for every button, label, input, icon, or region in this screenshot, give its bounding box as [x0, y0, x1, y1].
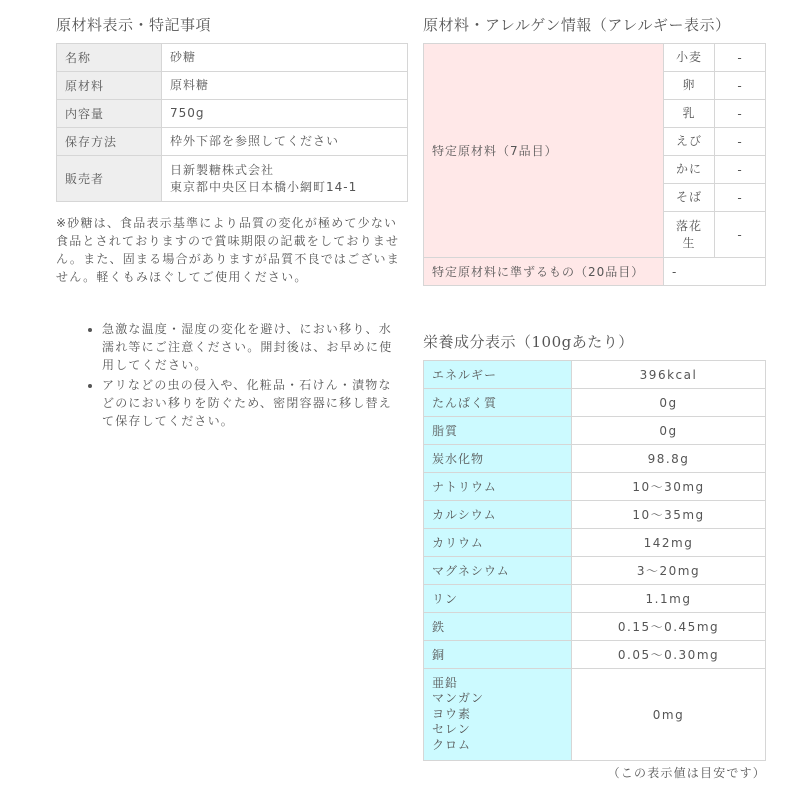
row-value-ingredients: [162, 72, 408, 100]
allergen-name: 小麦: [675, 50, 702, 64]
table-row: [424, 641, 766, 669]
allergen-item: [664, 156, 715, 184]
nutrient-value: 1.1mg: [572, 585, 766, 613]
allergen-name: 落花: [675, 218, 702, 233]
nutrient-label: 銅: [424, 641, 572, 669]
allergen-name: えび: [675, 134, 702, 148]
sugar-note: ※砂糖は、食品表示基準により品質の変化が極めて少ない食品とされておりますので賞味期限の記載をしておりません。また、固まる場合がありますが品質不良ではございません。軽くもみほぐしてご使用ください。: [56, 216, 400, 284]
allergen-value: -: [715, 184, 766, 212]
table-row: [424, 389, 766, 417]
table-row: [424, 501, 766, 529]
allergen-item: [664, 184, 715, 212]
nutrient-value: 0g: [572, 417, 766, 445]
allergen-item: [664, 100, 715, 128]
bullet-item: • アリなどの虫の侵入や、化粧品・石けん・漬物などのにおい移りを防ぐため、密閉容器に移し替えて保存してください。: [102, 376, 402, 430]
row-label-storage: 保存方法: [57, 128, 162, 156]
nutrient-label: 鉄: [424, 613, 572, 641]
nutrient-label: 亜鉛: [432, 675, 459, 690]
storage-bullets: [84, 320, 402, 432]
table-row: [57, 44, 408, 72]
allergen-name: かに: [675, 162, 702, 176]
allergen-item: [664, 128, 715, 156]
nutrient-value: 0.15〜0.45mg: [572, 613, 766, 641]
nutrition-heading: 栄養成分表示（100gあたり）: [423, 333, 634, 351]
allergen-heading: 原材料・アレルゲン情報（アレルギー表示）: [423, 16, 731, 34]
table-row: [424, 417, 766, 445]
specified-ingredients-label: 特定原材料（7品目）: [424, 44, 664, 258]
seller-address: 東京都中央区日本橋小網町14-1: [170, 179, 358, 194]
nutrient-value: 142mg: [572, 529, 766, 557]
row-value-name: [162, 44, 408, 72]
nutrient-value: 10〜30mg: [572, 473, 766, 501]
nutrient-value: 0.05〜0.30mg: [572, 641, 766, 669]
row-value-net-content: [162, 100, 408, 128]
value-line: 枠外下部を参照してください: [170, 134, 340, 148]
allergen-value: -: [715, 128, 766, 156]
equivalent-ingredients-value: -: [664, 258, 766, 286]
table-row: [424, 557, 766, 585]
allergen-value: -: [715, 100, 766, 128]
nutrient-label: リン: [424, 585, 572, 613]
table-row: [424, 669, 766, 761]
value-line: 砂糖: [170, 50, 197, 64]
value-line: 750g: [170, 106, 205, 120]
seller-name: 日新製糖株式会社: [170, 162, 275, 177]
allergen-name: 乳: [682, 106, 696, 120]
nutrition-table: [423, 360, 766, 761]
table-row: [57, 72, 408, 100]
allergen-item: [664, 72, 715, 100]
nutrient-label: カルシウム: [424, 501, 572, 529]
nutrient-value: 396kcal: [572, 361, 766, 389]
nutrient-value: 0mg: [572, 669, 766, 761]
row-label-ingredients: 原材料: [57, 72, 162, 100]
nutrient-label: エネルギー: [424, 361, 572, 389]
table-row: [424, 361, 766, 389]
nutrient-label: カリウム: [424, 529, 572, 557]
table-row: [424, 44, 766, 72]
allergen-item: [664, 212, 715, 258]
nutrient-label-group: [424, 669, 572, 761]
nutrient-label: ヨウ素: [432, 706, 472, 721]
table-row: [57, 156, 408, 202]
nutrient-value: 98.8g: [572, 445, 766, 473]
nutrient-label: マンガン: [432, 691, 485, 706]
footnote: （この表示値は目安です）: [607, 766, 766, 780]
product-info-table: [56, 43, 408, 202]
row-value-storage: [162, 128, 408, 156]
table-row: [424, 529, 766, 557]
allergen-value: -: [715, 44, 766, 72]
table-row: [424, 258, 766, 286]
nutrient-label: たんぱく質: [424, 389, 572, 417]
table-row: [424, 613, 766, 641]
nutrient-label: マグネシウム: [424, 557, 572, 585]
table-row: [424, 585, 766, 613]
nutrient-label: クロム: [432, 737, 472, 752]
allergen-item: [664, 44, 715, 72]
allergen-name: 生: [682, 235, 696, 250]
table-row: [424, 445, 766, 473]
value-line: 原料糖: [170, 78, 210, 92]
nutrient-label: 炭水化物: [424, 445, 572, 473]
ingredients-heading: 原材料表示・特記事項: [56, 16, 212, 34]
allergen-value: -: [715, 212, 766, 258]
nutrient-label: 脂質: [424, 417, 572, 445]
nutrient-label: セレン: [432, 722, 471, 737]
table-row: [424, 473, 766, 501]
allergen-value: -: [715, 72, 766, 100]
nutrient-value: 10〜35mg: [572, 501, 766, 529]
row-label-net-content: 内容量: [57, 100, 162, 128]
row-value-seller: [162, 156, 408, 202]
table-row: [57, 128, 408, 156]
nutrient-value: 3〜20mg: [572, 557, 766, 585]
row-label-seller: 販売者: [57, 156, 162, 202]
row-label-name: 名称: [57, 44, 162, 72]
allergen-value: -: [715, 156, 766, 184]
allergen-table: [423, 43, 766, 286]
allergen-name: 卵: [682, 78, 696, 92]
nutrient-value: 0g: [572, 389, 766, 417]
table-row: [57, 100, 408, 128]
bullet-item: • 急激な温度・湿度の変化を避け、におい移り、水濡れ等にご注意ください。開封後は、お早めに使用してください。: [102, 320, 402, 374]
allergen-name: そば: [675, 190, 702, 204]
nutrient-label: ナトリウム: [424, 473, 572, 501]
equivalent-ingredients-label: 特定原材料に準ずるもの（20品目）: [424, 258, 664, 286]
